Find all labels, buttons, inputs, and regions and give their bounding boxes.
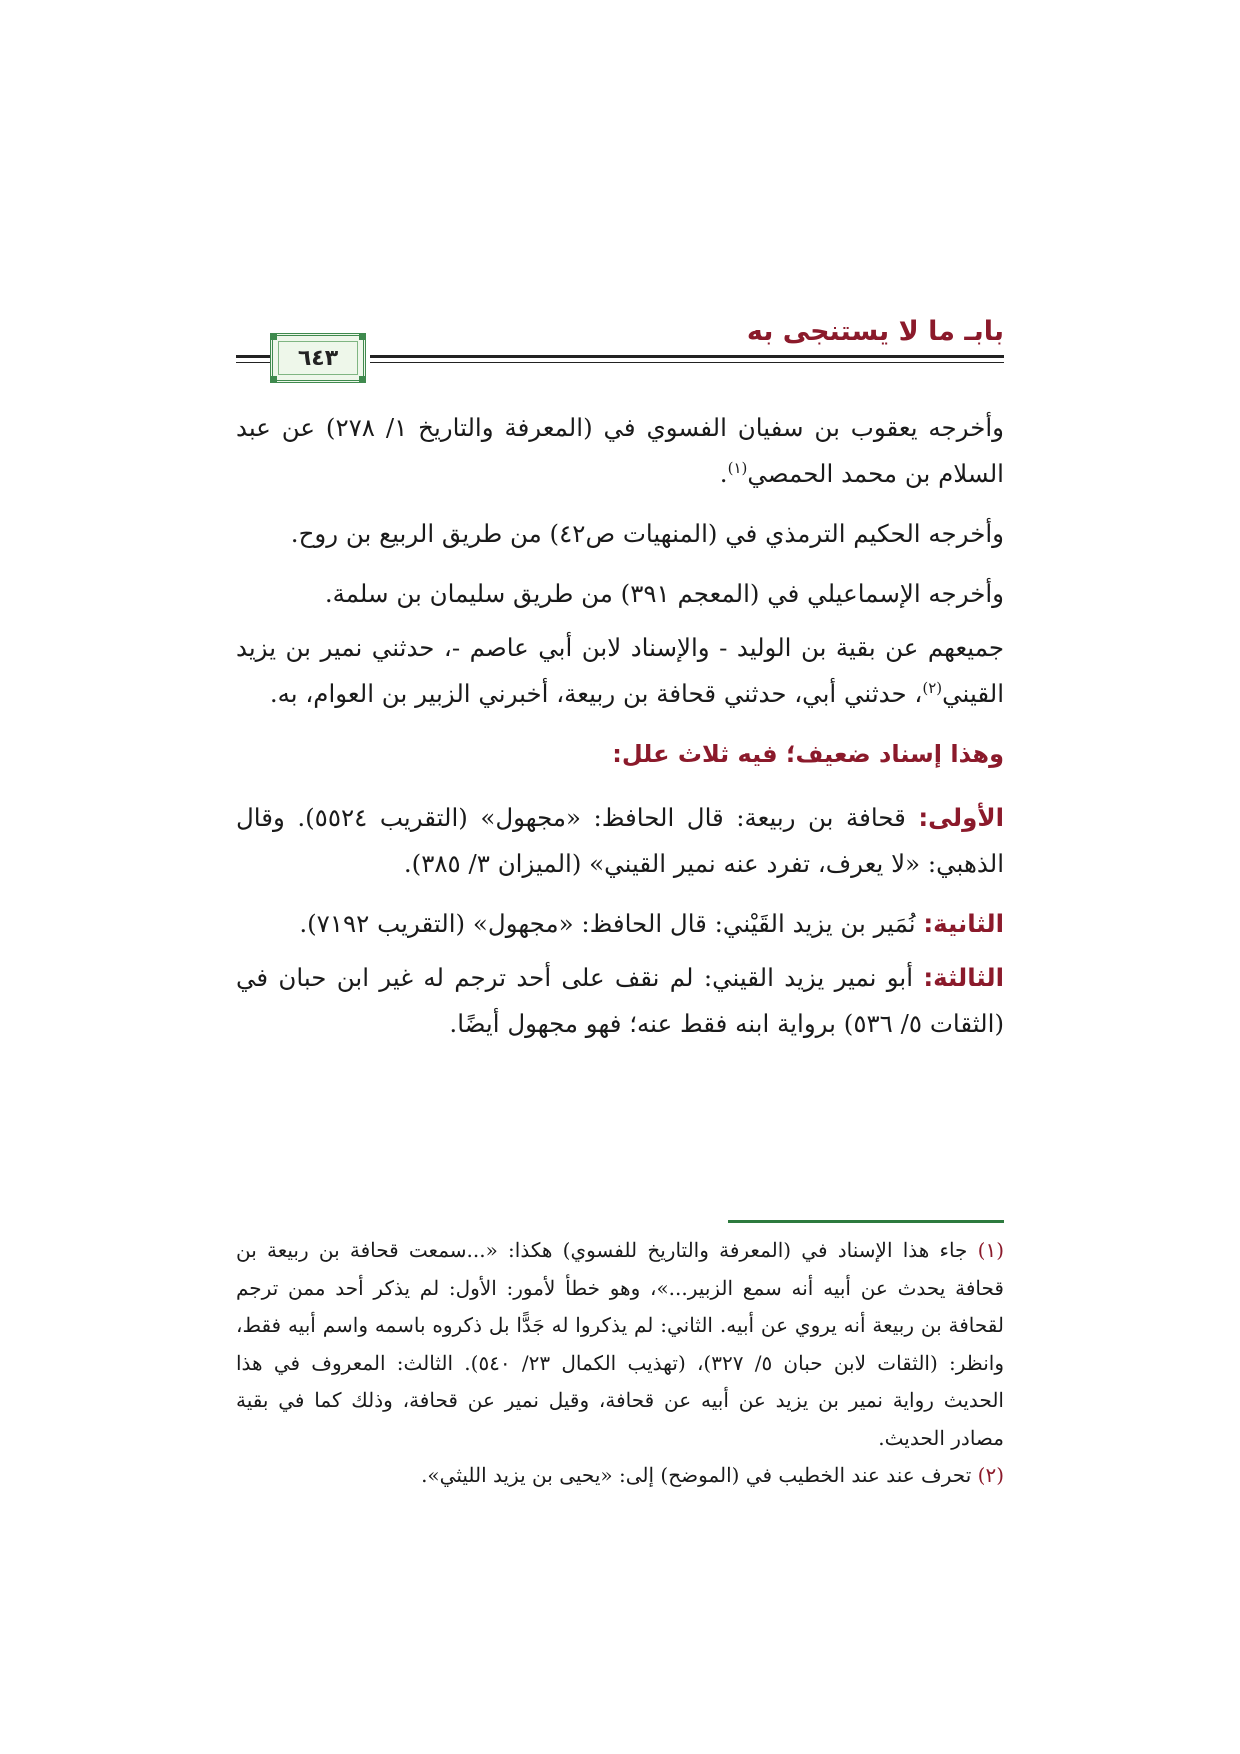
footnote-1-number: (١) xyxy=(977,1238,1004,1262)
header-rule-left-thin xyxy=(236,362,270,363)
footnote-1 xyxy=(236,1232,1004,1457)
footnote-ref-1: (١) xyxy=(727,458,748,477)
footnote-2 xyxy=(236,1457,1004,1495)
illa-2-label: الثانية: xyxy=(923,909,1004,938)
footnote-2-text: تحرف عند عند الخطيب في (الموضح) إلى: «يحيى بن يزيد الليثي». xyxy=(421,1463,978,1487)
header-rule-left-thick xyxy=(236,355,270,358)
ornament-corner-icon xyxy=(271,376,277,382)
illa-3-text: أبو نمير يزيد القيني: لم نقف على أحد ترجم له غير ابن حبان في (الثقات ٥/ ٥٣٦) برواية ابنه فقط عنه؛ فهو مجهول أيضًا. xyxy=(236,963,1004,1038)
illa-1 xyxy=(236,795,1004,887)
illa-1-label: الأولى: xyxy=(918,803,1004,832)
footnote-ref-2: (٢) xyxy=(922,678,943,697)
paragraph-2: وأخرجه الحكيم الترمذي في (المنهيات ص٤٢) من طريق الربيع بن روح. xyxy=(290,519,1004,548)
header-rule-thin xyxy=(370,362,1004,363)
footnote-1-text: جاء هذا الإسناد في (المعرفة والتاريخ للفسوي) هكذا: «...سمعت قحافة بن ربيعة بن قحافة يحدث عن أبيه أنه سمع الزبير...»، وهو خطأ لأمور: الأول: لم يذكر أحد ممن ترجم لقحافة بن ربيعة أنه يروي عن أبيه. الثاني: لم يذكروا له جَدًّا بل ذكروه باسمه واسم أبيه فقط، وانظر: (الثقات لابن حبان ٥/ ٣٢٧)، (تهذيب الكمال ٢٣/ ٥٤٠). الثالث: المعروف في هذا الحديث رواية نمير بن يزيد عن أبيه عن قحافة، وقيل نمير عن قحافة، وذلك كما في بقية مصادر الحديث. xyxy=(236,1238,1004,1450)
paragraph-4-text-a: جميعهم عن بقية بن الوليد - والإسناد لابن أبي عاصم -، حدثني نمير بن يزيد القيني xyxy=(236,633,1004,708)
illa-3 xyxy=(236,955,1004,1047)
footnote-2-number: (٢) xyxy=(977,1463,1004,1487)
paragraph-1-text: وأخرجه يعقوب بن سفيان الفسوي في (المعرفة والتاريخ ١/ ٢٧٨) عن عبد السلام بن محمد الحمصي xyxy=(236,413,1004,488)
footnote-separator xyxy=(728,1220,1004,1223)
footnotes xyxy=(236,1232,1004,1495)
main-text xyxy=(236,405,1004,1061)
illa-2-text: نُمَير بن يزيد القَيْني: قال الحافظ: «مجهول» (التقريب ٧١٩٢). xyxy=(299,909,924,938)
page-number: ٦٤٣ xyxy=(278,341,358,375)
illa-2 xyxy=(236,901,1004,947)
paragraph-4 xyxy=(236,625,1004,717)
illa-1-text: قحافة بن ربيعة: قال الحافظ: «مجهول» (التقريب ٥٥٢٤). وقال الذهبي: «لا يعرف، تفرد عنه نمير القيني» (الميزان ٣/ ٣٨٥). xyxy=(236,803,1004,878)
header-rule-thick xyxy=(370,355,1004,358)
section-heading: وهذا إسناد ضعيف؛ فيه ثلاث علل: xyxy=(612,740,1004,768)
illa-3-label: الثالثة: xyxy=(923,963,1004,992)
paragraph-1-end: . xyxy=(719,459,728,488)
chapter-title: بابـ ما لا يستنجى به xyxy=(746,316,1004,347)
page-number-frame xyxy=(270,333,366,383)
ornament-corner-icon xyxy=(271,334,277,340)
ornament-corner-icon xyxy=(359,376,365,382)
paragraph-3: وأخرجه الإسماعيلي في (المعجم ٣٩١) من طريق سليمان بن سلمة. xyxy=(324,579,1004,608)
paragraph-4-text-b: ، حدثني أبي، حدثني قحافة بن ربيعة، أخبرني الزبير بن العوام، به. xyxy=(269,679,923,708)
ornament-corner-icon xyxy=(359,334,365,340)
paragraph-1 xyxy=(236,405,1004,497)
